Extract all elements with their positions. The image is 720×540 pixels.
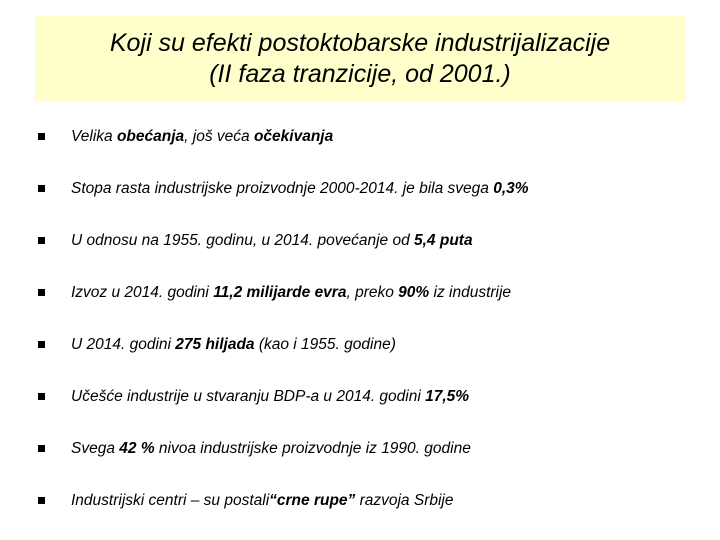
bullet-4-text-a: Izvoz u 2014. godini <box>71 284 214 301</box>
bullet-2-text-a: Stopa rasta industrijske proizvodnje 2000-2014. je bila svega <box>71 180 494 197</box>
square-bullet-icon <box>38 445 45 452</box>
slide-title-line-1: Koji su efekti postoktobarske industrijalizacije <box>109 29 611 57</box>
bullet-text-8 <box>71 492 454 510</box>
bullet-7-bold-a: 42 % <box>119 440 155 457</box>
bullet-1-text-a: Velika <box>71 128 117 145</box>
square-bullet-icon <box>38 289 45 296</box>
bullet-text-7 <box>71 440 471 458</box>
bullet-text-6 <box>71 388 469 406</box>
bullet-8-text-b: razvoja Srbije <box>355 492 454 509</box>
bullet-4-text-b: , preko <box>346 284 399 301</box>
bullet-text-3 <box>71 232 473 250</box>
slide-title-line-2: (II faza tranzicije, od 2001.) <box>209 60 511 88</box>
bullet-text-4 <box>71 284 511 302</box>
bullet-6-bold-a: 17,5% <box>425 388 470 405</box>
bullet-text-2 <box>71 180 529 198</box>
square-bullet-icon <box>38 393 45 400</box>
bullet-1-bold-a: obećanja <box>116 128 185 145</box>
bullet-text-5 <box>71 336 396 354</box>
square-bullet-icon <box>38 185 45 192</box>
bullet-text-1 <box>71 128 333 146</box>
square-bullet-icon <box>38 237 45 244</box>
bullet-3-bold-a: 5,4 puta <box>414 232 473 249</box>
bullet-4-bold-a: 11,2 milijarde evra <box>213 284 347 301</box>
bullet-7-text-a: Svega <box>71 440 120 457</box>
bullet-3-text-a: U odnosu na 1955. godinu, u 2014. povećanje od <box>71 232 414 249</box>
square-bullet-icon <box>38 341 45 348</box>
bullet-2-bold-a: 0,3% <box>493 180 529 197</box>
bullet-5-text-a: U 2014. godini <box>71 336 176 353</box>
bullet-1-text-b: , još veća <box>184 128 254 145</box>
square-bullet-icon <box>38 133 45 140</box>
bullet-6-text-a: Učešće industrije u stvaranju BDP-a u 2014. godini <box>71 388 426 405</box>
bullet-8-text-a: Industrijski centri – su postali <box>71 492 270 509</box>
bullet-5-text-b: (kao i 1955. godine) <box>254 336 396 353</box>
bullet-5-bold-a: 275 hiljada <box>175 336 255 353</box>
bullet-8-bold-a: “crne rupe” <box>269 492 356 509</box>
square-bullet-icon <box>38 497 45 504</box>
bullet-7-text-b: nivoa industrijske proizvodnje iz 1990. godine <box>154 440 471 457</box>
bullet-4-text-c: iz industrije <box>429 284 512 301</box>
bullet-4-bold-b: 90% <box>398 284 430 301</box>
bullet-1-bold-b: očekivanja <box>253 128 334 145</box>
